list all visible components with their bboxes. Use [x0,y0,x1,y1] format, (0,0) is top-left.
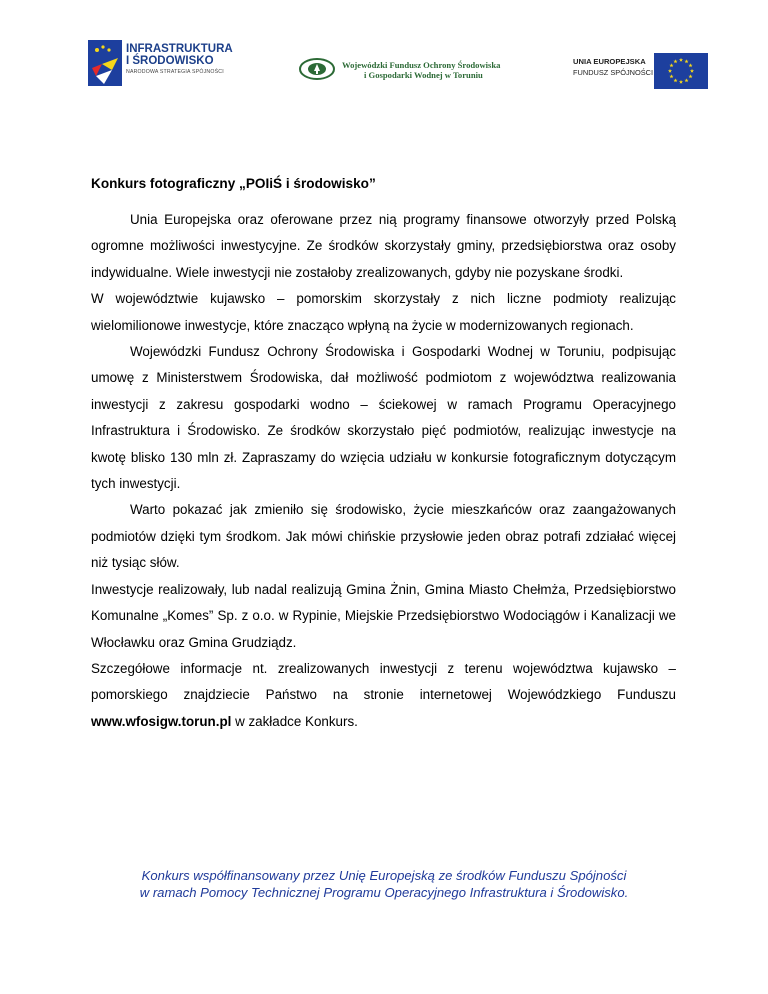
footer-line1: Konkurs współfinansowany przez Unię Europejską ze środków Funduszu Spójności [141,868,627,883]
eu-flag-icon [654,53,708,89]
infrastruktura-logo [88,40,238,92]
logo-right-line2: FUNDUSZ SPÓJNOŚCI [573,68,654,77]
paragraph-6-text: Szczegółowe informacje nt. zrealizowanych inwestycji z terenu województwa kujawsko – pomorskiego znajdziecie Państwo na stronie internetowej Wojewódzkiego Funduszu [91,660,676,703]
document-body [91,175,676,735]
paragraph-6-suffix: w zakładce Konkurs. [231,713,358,729]
document-title: Konkurs fotograficzny „POIiŚ i środowisko” [91,176,376,191]
website-link[interactable]: www.wfosigw.torun.pl [91,713,232,729]
eu-logo [568,53,708,93]
nss-emblem-icon [88,40,122,86]
paragraph-6 [91,656,676,735]
paragraph-5: Inwestycje realizowały, lub nadal realizują Gmina Żnin, Gmina Miasto Chełmża, Przedsiębiorstwo Komunalne „Komes” Sp. z o.o. w Rypinie, Miejskie Przedsiębiorstwo Wodociągów i Kanalizacji we Włocławku oraz Gmina Grudziądz. [91,581,676,650]
footer-line2: w ramach Pomocy Technicznej Programu Operacyjnego Infrastruktura i Środowisko. [139,885,629,900]
logo-right-line1: UNIA EUROPEJSKA [573,57,646,66]
wfosigw-logo [298,57,508,87]
paragraph-1: Unia Europejska oraz oferowane przez nią programy finansowe otworzyły przed Polską ogromne możliwości inwestycyjne. Ze środków skorzystały gminy, przedsiębiorstwa oraz osoby indywidualne. Wiele inwestycji nie zostałoby zrealizowanych, gdyby nie pozyskane środki. [91,212,676,280]
logo-left-line1: INFRASTRUKTURA [126,43,233,55]
logo-middle-line1: Wojewódzki Fundusz Ochrony Środowiska [342,60,501,70]
logo-middle-line2: i Gospodarki Wodnej w Toruniu [364,70,483,80]
logo-left-line3: NARODOWA STRATEGIA SPÓJNOŚCI [126,69,224,75]
paragraph-2: W województwie kujawsko – pomorskim skorzystały z nich liczne podmioty realizując wielomilionowe inwestycje, które znacząco wpłyną na życie w modernizowanych regionach. [91,291,676,333]
paragraph-4: Warto pokazać jak zmieniło się środowisko, życie mieszkańców oraz zaangażowanych podmiotów dzięki tym środkom. Jak mówi chińskie przysłowie jeden obraz potrafi zdziałać więcej niż tysiąc słów. [91,502,676,571]
fund-emblem-icon [298,57,336,81]
footer-note [0,867,768,901]
paragraph-3: Wojewódzki Fundusz Ochrony Środowiska i Gospodarki Wodnej w Toruniu, podpisując umowę z Ministerstwem Środowiska, dał możliwość podmiotom z województwa realizowania inwestycji z zakresu gospodarki wodno – ściekowej w ramach Programu Operacyjnego Infrastruktura i Środowisko. Ze środków skorzystało pięć podmiotów, realizując inwestycje na kwotę blisko 130 mln zł. Zapraszamy do wzięcia udziału w konkursie fotograficznym dotyczącym tych inwestycji. [91,344,676,492]
logo-left-line2: I ŚRODOWISKO [126,55,214,67]
